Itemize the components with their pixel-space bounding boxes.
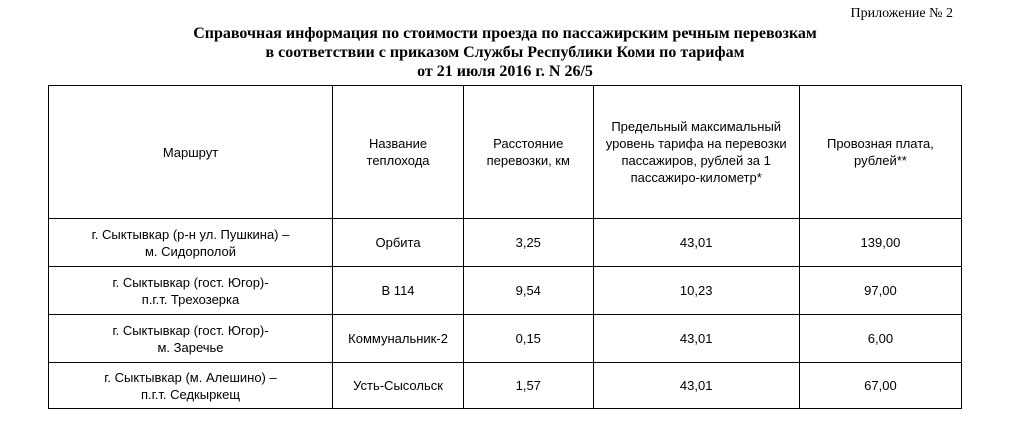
header-ship-line: Название — [368, 136, 428, 151]
header-tariff-line: уровень тарифа на перевозки — [605, 136, 787, 151]
cell-fare: 67,00 — [799, 363, 961, 409]
table-row — [49, 315, 962, 363]
cell-route — [49, 315, 333, 363]
cell-distance: 9,54 — [464, 267, 593, 315]
route-line: м. Сидорполой — [144, 243, 237, 259]
cell-fare: 139,00 — [799, 219, 961, 267]
cell-distance: 1,57 — [464, 363, 593, 409]
header-distance — [464, 86, 593, 219]
header-tariff-line: Предельный максимальный — [611, 119, 782, 134]
appendix-label: Приложение № 2 — [850, 6, 953, 21]
cell-fare: 97,00 — [799, 267, 961, 315]
header-tariff — [593, 86, 799, 219]
header-route-label: Маршрут — [162, 144, 219, 160]
route-line: г. Сыктывкар (гост. Югор)- — [112, 322, 269, 338]
cell-ship: Усть-Сысольск — [333, 363, 464, 409]
header-ship — [333, 86, 464, 219]
table-row — [49, 219, 962, 267]
cell-ship: Орбита — [333, 219, 464, 267]
table-row — [49, 363, 962, 409]
cell-tariff: 10,23 — [593, 267, 799, 315]
route-line: п.г.т. Трехозерка — [141, 291, 240, 307]
header-fare-line: Провозная плата, — [826, 136, 934, 151]
header-distance-line: перевозки, км — [486, 153, 570, 168]
header-fare-line: рублей** — [854, 153, 907, 168]
title-line-3: от 21 июля 2016 г. N 26/5 — [417, 63, 593, 80]
document-title — [0, 24, 1010, 81]
header-tariff-line: пассажиров, рублей за 1 — [621, 153, 771, 168]
route-line: г. Сыктывкар (м. Алешино) – — [104, 369, 277, 385]
title-line-2: в соответствии с приказом Службы Республики Коми по тарифам — [265, 44, 745, 61]
header-distance-line: Расстояние — [493, 136, 564, 151]
cell-fare: 6,00 — [799, 315, 961, 363]
table-row — [49, 267, 962, 315]
route-line: г. Сыктывкар (гост. Югор)- — [112, 274, 269, 290]
table-header-row — [49, 86, 962, 219]
cell-ship: В 114 — [333, 267, 464, 315]
route-line: г. Сыктывкар (р-н ул. Пушкина) – — [91, 226, 290, 242]
header-fare — [799, 86, 961, 219]
cell-ship: Коммунальник-2 — [333, 315, 464, 363]
title-line-1: Справочная информация по стоимости проезда по пассажирским речным перевозкам — [193, 25, 817, 42]
fare-table — [48, 85, 962, 409]
cell-route — [49, 267, 333, 315]
route-line: п.г.т. Седкыркещ — [140, 386, 241, 402]
cell-distance: 3,25 — [464, 219, 593, 267]
header-route — [49, 86, 333, 219]
cell-tariff: 43,01 — [593, 363, 799, 409]
header-tariff-line: пассажиро-километр* — [630, 170, 762, 185]
route-line: м. Заречье — [157, 339, 224, 355]
cell-distance: 0,15 — [464, 315, 593, 363]
cell-tariff: 43,01 — [593, 219, 799, 267]
cell-route — [49, 219, 333, 267]
header-ship-line: теплохода — [366, 153, 430, 168]
cell-tariff: 43,01 — [593, 315, 799, 363]
cell-route — [49, 363, 333, 409]
